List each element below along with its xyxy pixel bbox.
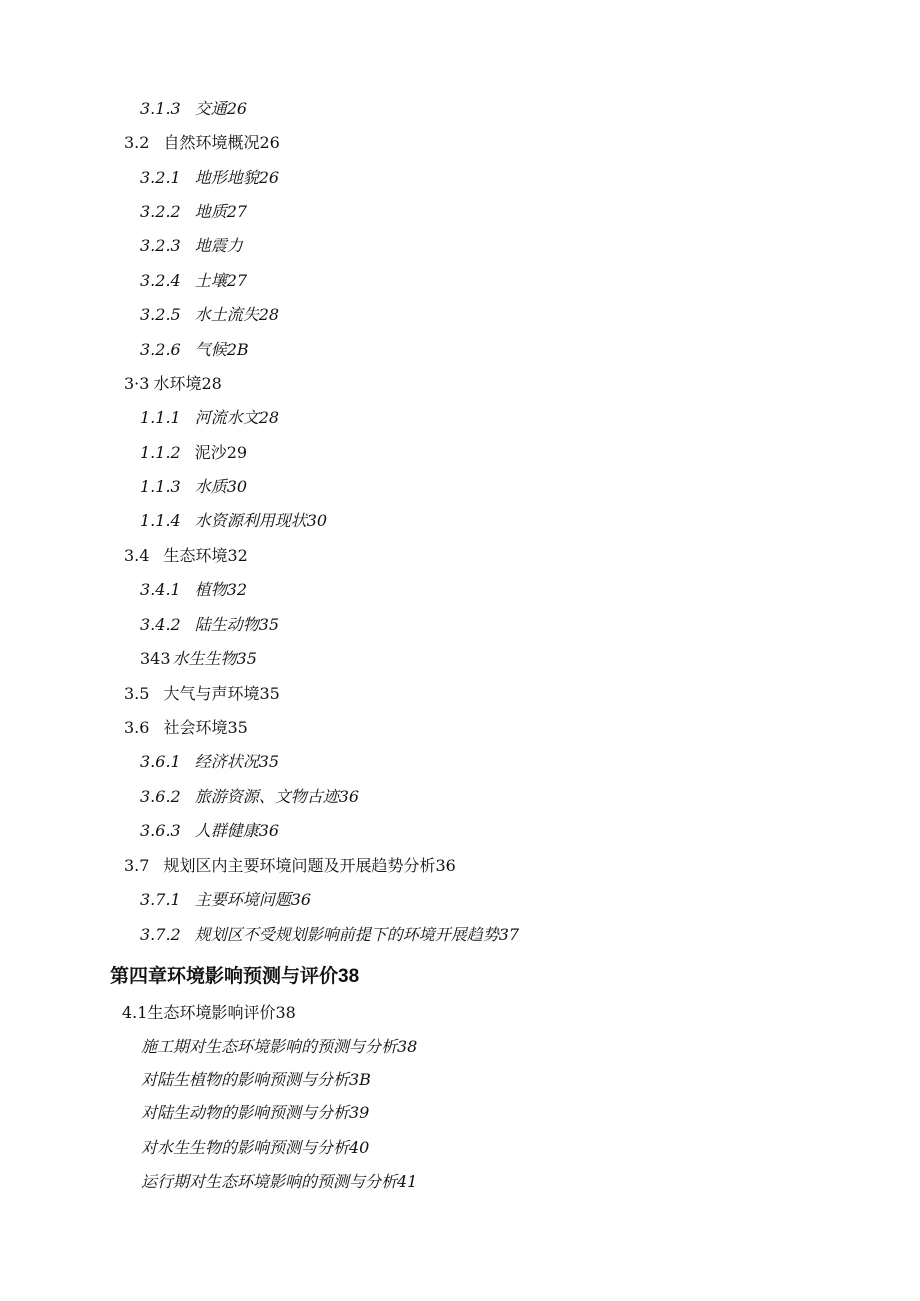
toc-chapter-title: 第四章环境影响预测与评价: [110, 965, 339, 987]
toc-entry-number: 3.2.3: [140, 236, 181, 255]
toc-entry-number: 1.1.2: [140, 443, 181, 462]
toc-entry-title: 交通26: [194, 99, 248, 118]
toc-entry-1-1-2: [140, 445, 247, 461]
toc-entry-title: 大气与声环境35: [163, 684, 280, 703]
toc-entry-3-6-2: [140, 789, 359, 805]
toc-entry-3-2-6: [140, 342, 249, 358]
toc-entry-number: 3.4.2: [140, 615, 181, 634]
toc-entry-title: 地质27: [194, 202, 248, 221]
toc-entry-title: 生态环境影响评价38: [147, 1003, 296, 1022]
toc-entry-title: 水环境28: [153, 374, 222, 393]
toc-entry-number: 3.7.1: [140, 890, 181, 909]
toc-entry-title: 地震力: [194, 236, 243, 255]
toc-entry-3-7-2: [140, 927, 519, 943]
toc-entry-title: 自然环境概况26: [163, 133, 280, 152]
toc-entry-3-4: [124, 548, 248, 564]
toc-entry-3-1-3: [140, 101, 247, 117]
toc-entry-number: 3·3: [124, 374, 150, 393]
toc-entry-number: 3.2.6: [140, 340, 181, 359]
toc-entry-number: 1.1.1: [140, 408, 181, 427]
toc-entry-3-2-1: [140, 170, 279, 186]
toc-entry-1-1-4: [140, 513, 327, 529]
toc-entry-title: 泥沙29: [194, 443, 248, 462]
toc-entry-title: 地形地貌26: [194, 168, 280, 187]
toc-entry-number: 3.7.2: [140, 925, 181, 944]
toc-entry-title: 水质30: [194, 477, 248, 496]
toc-subentry: 对陆生动物的影响预测与分析39: [141, 1103, 370, 1122]
toc-entry-3-6-1: [140, 754, 279, 770]
toc-entry-title: 规划区内主要环境问题及开展趋势分析36: [163, 856, 456, 875]
toc-entry-number: 4.1: [122, 1003, 148, 1022]
toc-chapter-page: 38: [338, 966, 360, 987]
toc-entry-title: 河流水文28: [194, 408, 280, 427]
toc-entry-1-1-3: [140, 479, 247, 495]
toc-entry-number: 3.2.2: [140, 202, 181, 221]
toc-entry-number: 3.6.3: [140, 821, 181, 840]
toc-entry-number: 3.7: [124, 856, 150, 875]
toc-entry-3-2-5: [140, 307, 279, 323]
toc-subentry: 运行期对生态环境影响的预测与分析41: [141, 1172, 418, 1191]
toc-entry-3-3: [124, 376, 222, 392]
toc-entry-number: 3.2.1: [140, 168, 181, 187]
toc-entry-number: 3.2: [124, 133, 150, 152]
toc-entry-title: 规划区不受规划影响前提下的环境开展趋势37: [194, 925, 520, 944]
toc-entry-number: 3.1.3: [140, 99, 181, 118]
toc-entry-title: 气候2B: [194, 340, 249, 359]
toc-entry-title: 经济状况35: [194, 752, 280, 771]
toc-entry-number: 3.5: [124, 684, 150, 703]
toc-entry-title: 社会环境35: [163, 718, 248, 737]
toc-entry-title: 植物32: [194, 580, 248, 599]
toc-entry-title: 水资源利用现状30: [194, 511, 328, 530]
toc-subentry: 施工期对生态环境影响的预测与分析38: [141, 1037, 418, 1056]
toc-chapter-4: [110, 967, 359, 986]
toc-entry-number: 3.2.4: [140, 271, 181, 290]
toc-entry-3-2-2: [140, 204, 247, 220]
toc-entry-title: 土壤27: [194, 271, 248, 290]
toc-entry-title: 生态环境32: [163, 546, 248, 565]
toc-entry-3-2-4: [140, 273, 247, 289]
toc-entry-3-5: [124, 686, 280, 702]
toc-entry-number: 1.1.4: [140, 511, 181, 530]
toc-entry-title: 人群健康36: [194, 821, 280, 840]
toc-entry-title: 主要环境问题36: [194, 890, 312, 909]
toc-entry-1-1-1: [140, 410, 279, 426]
toc-entry-3-2: [124, 135, 280, 151]
toc-entry-number: 1.1.3: [140, 477, 181, 496]
toc-entry-title: 陆生动物35: [194, 615, 280, 634]
toc-entry-3-4-2: [140, 617, 279, 633]
toc-subentry: 对陆生植物的影响预测与分析3B: [141, 1070, 371, 1089]
toc-entry-3-7-1: [140, 892, 311, 908]
toc-entry-number: 3.6.1: [140, 752, 181, 771]
toc-entry-3-4-1: [140, 582, 247, 598]
toc-entry-3-7: [124, 858, 456, 874]
toc-entry-3-4-3: [140, 651, 257, 667]
toc-entry-4-1: [122, 1005, 296, 1021]
toc-entry-number: 3.4.1: [140, 580, 181, 599]
toc-entry-number: 3.4: [124, 546, 150, 565]
toc-entry-number: 3.2.5: [140, 305, 181, 324]
toc-entry-number: 3.6: [124, 718, 150, 737]
toc-entry-title: 旅游资源、文物古迹36: [194, 787, 360, 806]
toc-entry-title: 水土流失28: [194, 305, 280, 324]
toc-entry-3-2-3: [140, 238, 243, 254]
toc-subentry: 对水生生物的影响预测与分析40: [141, 1138, 370, 1157]
toc-entry-3-6-3: [140, 823, 279, 839]
toc-entry-3-6: [124, 720, 248, 736]
toc-entry-number: 343: [140, 649, 171, 668]
toc-entry-number: 3.6.2: [140, 787, 181, 806]
toc-entry-title: 水生生物35: [172, 649, 257, 668]
